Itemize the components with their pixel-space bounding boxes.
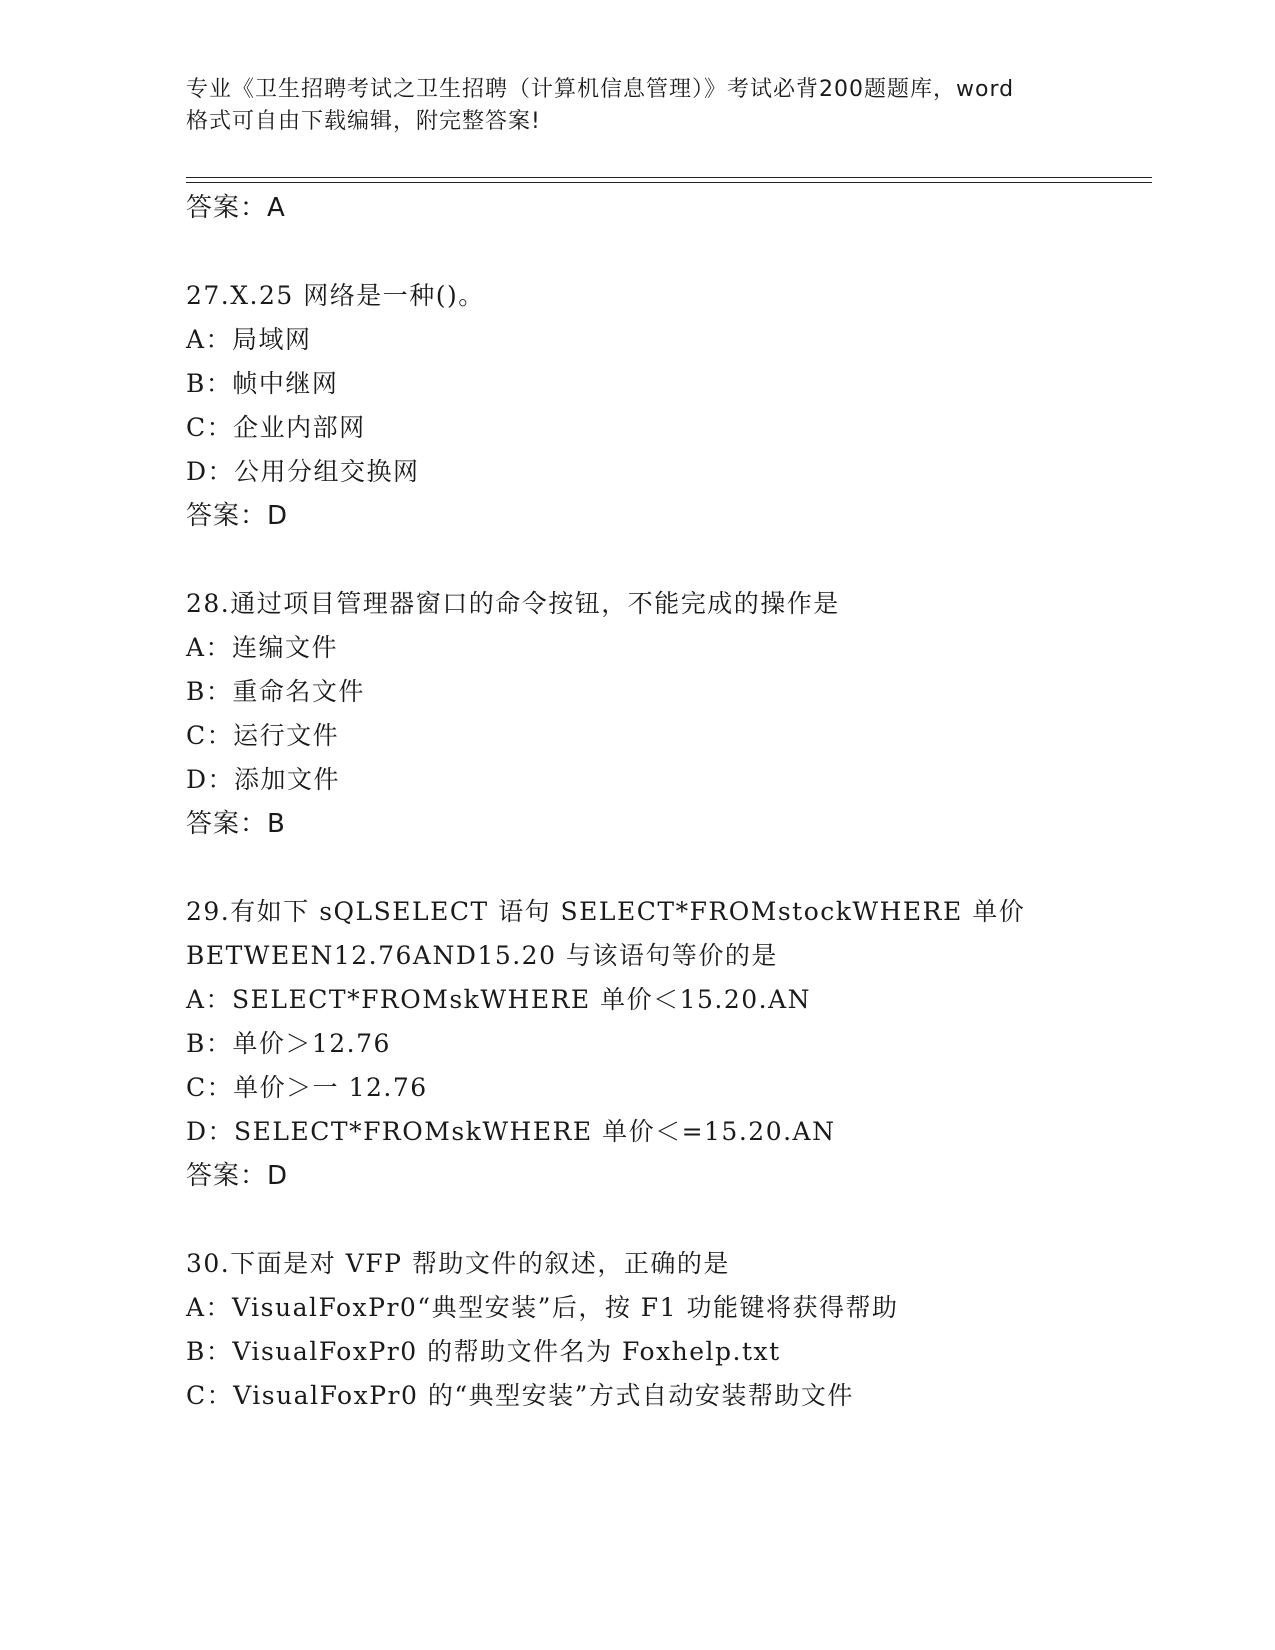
question-29-stem-line-2: BETWEEN12.76AND15.20 与该语句等价的是 [186,941,778,970]
header-line-1: 专业《卫生招聘考试之卫生招聘（计算机信息管理）》考试必背200题题库，word [186,77,1015,102]
header-line-2: 格式可自由下载编辑，附完整答案! [186,109,541,134]
question-28-answer: 答案：B [186,809,286,839]
question-27-option-b: B：帧中继网 [186,369,339,398]
question-27-option-c: C：企业内部网 [186,413,366,442]
question-27-option-a: A：局域网 [186,325,312,354]
question-30-option-c: C：VisualFoxPr0 的“典型安装”方式自动安装帮助文件 [186,1381,854,1410]
question-28-option-a: A：连编文件 [186,633,339,662]
question-30-option-a: A：VisualFoxPr0“典型安装”后，按 F1 功能键将获得帮助 [186,1293,899,1322]
question-30-option-b: B：VisualFoxPr0 的帮助文件名为 Foxhelp.txt [186,1337,781,1366]
question-29-answer: 答案：D [186,1161,289,1191]
header-divider-bottom [186,182,1152,183]
question-29-stem-line-1: 29.有如下 sQLSELECT 语句 SELECT*FROMstockWHERE 单价 [186,897,1026,926]
question-27-option-d: D：公用分组交换网 [186,457,420,486]
question-28-option-b: B：重命名文件 [186,677,365,706]
question-28-stem: 28.通过项目管理器窗口的命令按钮，不能完成的操作是 [186,589,840,618]
question-29-option-b: B：单价＞12.76 [186,1029,391,1058]
previous-answer: 答案：A [186,193,286,223]
question-28-option-c: C：运行文件 [186,721,340,750]
question-29-option-c: C：单价＞一 12.76 [186,1073,428,1102]
question-28-option-d: D：添加文件 [186,765,341,794]
question-29-option-a: A：SELECT*FROMskWHERE 单价＜15.20.AN [186,985,812,1014]
question-27-answer: 答案：D [186,501,289,531]
document-header [186,74,1086,138]
question-27-stem: 27.X.25 网络是一种()。 [186,281,485,310]
question-30-stem: 30.下面是对 VFP 帮助文件的叙述，正确的是 [186,1249,730,1278]
header-divider-top [186,177,1152,178]
question-29-option-d: D：SELECT*FROMskWHERE 单价＜=15.20.AN [186,1117,836,1146]
